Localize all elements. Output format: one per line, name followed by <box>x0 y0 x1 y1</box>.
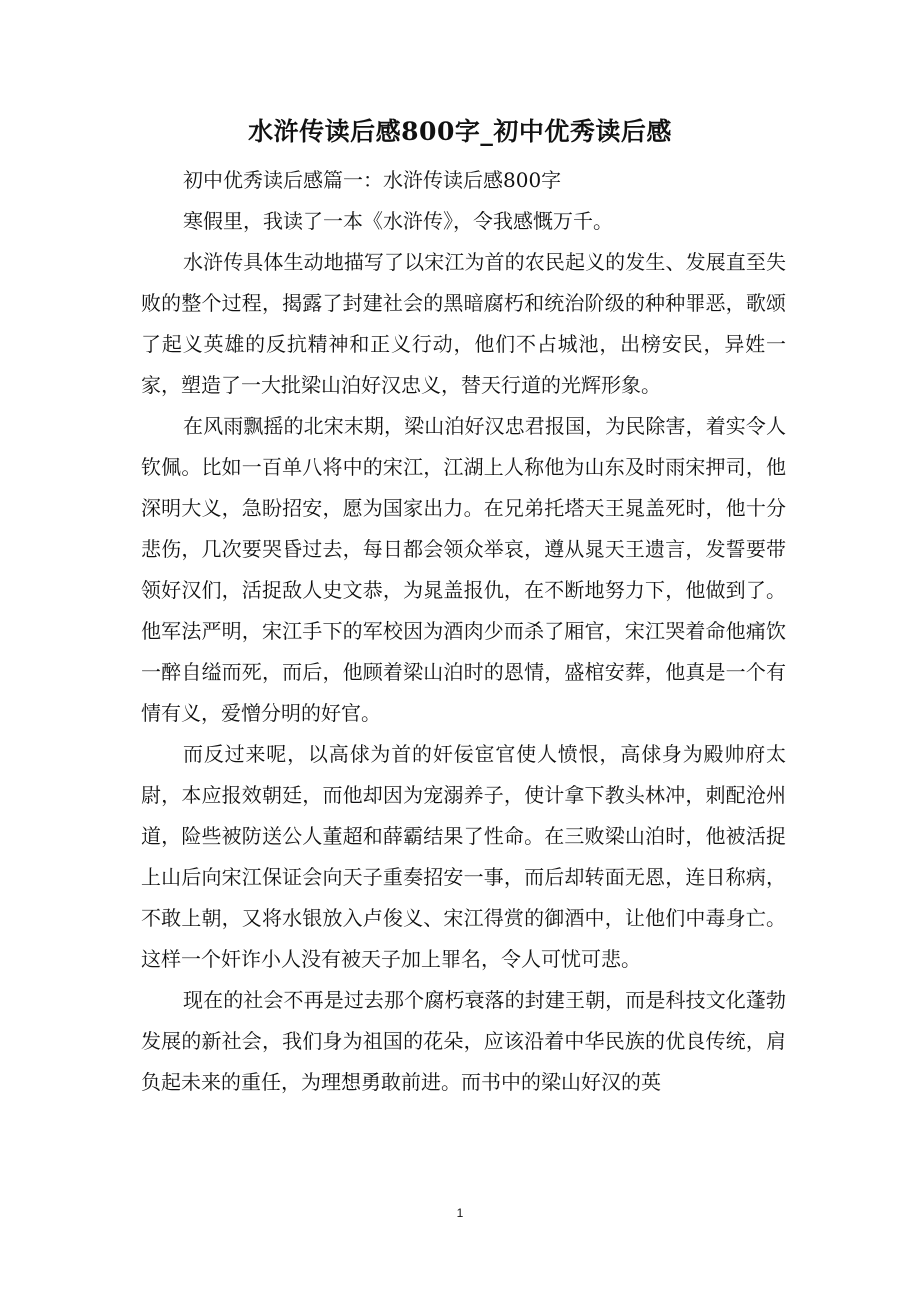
paragraph: 在风雨飘摇的北宋末期，梁山泊好汉忠君报国，为民除害，着实令人钦佩。比如一百单八将中的宋江，江湖上人称他为山东及时雨宋押司，他深明大义，急盼招安，愿为国家出力。在兄弟托塔天王晁盖死时，他十分悲伤，几次要哭昏过去，每日都会领众举哀，遵从晁天王遗言，发誓要带领好汉们，活捉敌人史文恭，为晁盖报仇，在不断地努力下，他做到了。他军法严明，宋江手下的军校因为酒肉少而杀了厢官，宋江哭着命他痛饮一醉自缢而死，而后，他顾着梁山泊时的恩情，盛棺安葬，他真是一个有情有义，爱憎分明的好官。 <box>141 414 786 725</box>
paragraph: 现在的社会不再是过去那个腐朽衰落的封建王朝，而是科技文化蓬勃发展的新社会，我们身为祖国的花朵，应该沿着中华民族的优良传统，肩负起未来的重任，为理想勇敢前进。而书中的梁山好汉的英 <box>141 988 786 1094</box>
page-number: 1 <box>456 1206 464 1220</box>
document-title: 水浒传读后感800字_初中优秀读后感 <box>248 117 672 146</box>
paragraph-subtitle: 初中优秀读后感篇一：水浒传读后感800字 <box>183 168 562 192</box>
paragraph: 寒假里，我读了一本《水浒传》，令我感慨万千。 <box>183 209 613 233</box>
paragraph: 而反过来呢，以高俅为首的奸佞宦官使人愤恨，高俅身为殿帅府太尉，本应报效朝廷，而他却因为宠溺养子，使计拿下教头林冲，刺配沧州道，险些被防送公人董超和薛霸结果了性命。在三败梁山泊时，他被活捉上山后向宋江保证会向天子重奏招安一事，而后却转面无恩，连日称病，不敢上朝，又将水银放入卢俊义、宋江得赏的御酒中，让他们中毒身亡。这样一个奸诈小人没有被天子加上罪名，令人可忧可悲。 <box>141 742 786 971</box>
paragraph: 水浒传具体生动地描写了以宋江为首的农民起义的发生、发展直至失败的整个过程，揭露了封建社会的黑暗腐朽和统治阶级的种种罪恶，歌颂了起义英雄的反抗精神和正义行动，他们不占城池，出榜安民，异姓一家，塑造了一大批梁山泊好汉忠义，替天行道的光辉形象。 <box>141 250 786 397</box>
document-body <box>141 160 786 1103</box>
